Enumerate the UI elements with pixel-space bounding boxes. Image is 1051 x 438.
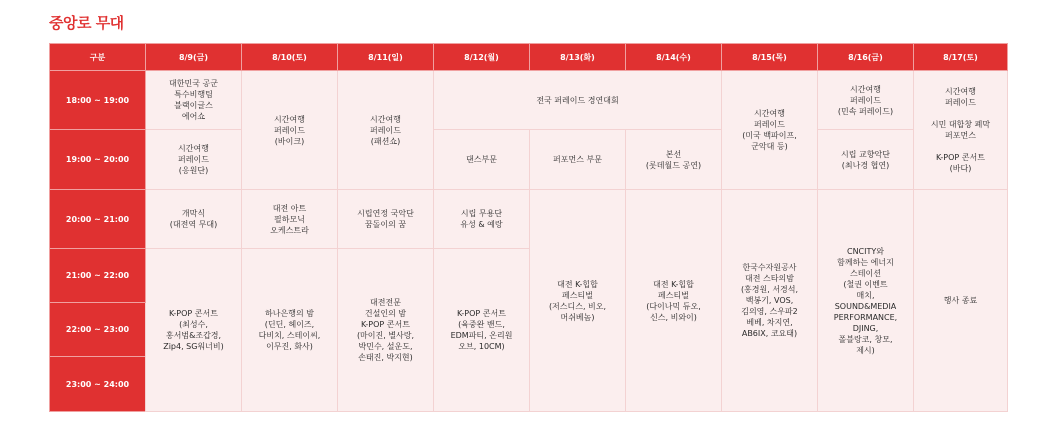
table-row [50, 130, 1008, 190]
event-cell: 하나은행의 밤 (딘딘, 헤이즈, 다비치, 스테이씨, 이무진, 화사) [242, 249, 338, 412]
event-cell: 시간여행 퍼레이드 (바이크) [242, 71, 338, 190]
event-cell: 시립 무용단 유성 & 예랑 [434, 190, 530, 249]
time-slot: 23:00 ~ 24:00 [50, 357, 146, 412]
header-date: 8/17(토) [914, 44, 1008, 71]
event-cell: 시간여행 퍼레이드 시민 대합창 폐막 퍼포먼스 K-POP 콘서트 (바다) [914, 71, 1008, 190]
event-cell: 전국 퍼레이드 경연대회 [434, 71, 722, 130]
event-cell: 대한민국 공군 특수비행팀 블랙이글스 에어쇼 [146, 71, 242, 130]
time-slot: 18:00 ~ 19:00 [50, 71, 146, 130]
event-cell: K-POP 콘서트 (최성수, 홍서범&조갑경, Zip4, SG워너비) [146, 249, 242, 412]
header-date: 8/10(토) [242, 44, 338, 71]
time-slot: 22:00 ~ 23:00 [50, 303, 146, 357]
header-date: 8/12(월) [434, 44, 530, 71]
event-cell: 퍼포먼스 부문 [530, 130, 626, 190]
event-cell: 시립연정 국악단 꿈돌이의 꿈 [338, 190, 434, 249]
header-date: 8/16(금) [818, 44, 914, 71]
schedule-table [49, 43, 1008, 412]
page-title: 중앙로 무대 [49, 14, 124, 32]
event-cell: 시간여행 퍼레이드 (패션쇼) [338, 71, 434, 190]
event-cell: 대전 K-힙합 페스티벌 (저스디스, 비오, 머쉬베놈) [530, 190, 626, 412]
header-date: 8/15(목) [722, 44, 818, 71]
event-cell: 개막식 (대전역 무대) [146, 190, 242, 249]
event-cell: 시간여행 퍼레이드 (민속 퍼레이드) [818, 71, 914, 130]
header-date: 8/9(금) [146, 44, 242, 71]
event-cell: 대전 K-힙합 페스티벌 (다이나믹 듀오, 신스, 비와이) [626, 190, 722, 412]
event-cell: 본선 (롯데월드 공연) [626, 130, 722, 190]
event-cell: CNCITY와 함께하는 에너지 스테이션 (철권 이벤트 매치, SOUND&MEDIA PERFORMANCE, DJING, 폴블랑코, 창모, 제시) [818, 190, 914, 412]
header-category: 구분 [50, 44, 146, 71]
event-cell: 행사 종료 [914, 190, 1008, 412]
event-cell: 댄스부문 [434, 130, 530, 190]
table-row [50, 190, 1008, 249]
event-cell: K-POP 콘서트 (육중완 밴드, EDM파티, 온리원 오브, 10CM) [434, 249, 530, 412]
time-slot: 19:00 ~ 20:00 [50, 130, 146, 190]
event-cell: 시간여행 퍼레이드 (미국 백파이프, 군악대 등) [722, 71, 818, 190]
event-cell: 한국수자원공사 대전 스타의밤 (홍경원, 서경석, 백봉기, VOS, 김의영, 스우파2 베베, 차지연, AB6IX, 코요태) [722, 190, 818, 412]
event-cell: 대전 아트 필하모닉 오케스트라 [242, 190, 338, 249]
header-date: 8/11(일) [338, 44, 434, 71]
event-cell: 시립 교향악단 (최나경 협연) [818, 130, 914, 190]
time-slot: 20:00 ~ 21:00 [50, 190, 146, 249]
event-cell: 시간여행 퍼레이드 (응원단) [146, 130, 242, 190]
time-slot: 21:00 ~ 22:00 [50, 249, 146, 303]
header-date: 8/13(화) [530, 44, 626, 71]
header-date: 8/14(수) [626, 44, 722, 71]
event-cell: 대전전문 건설인의 밤 K-POP 콘서트 (마이진, 별사랑, 박민수, 설운도, 손태진, 박지현) [338, 249, 434, 412]
header-row [50, 44, 1008, 71]
table-row [50, 71, 1008, 130]
